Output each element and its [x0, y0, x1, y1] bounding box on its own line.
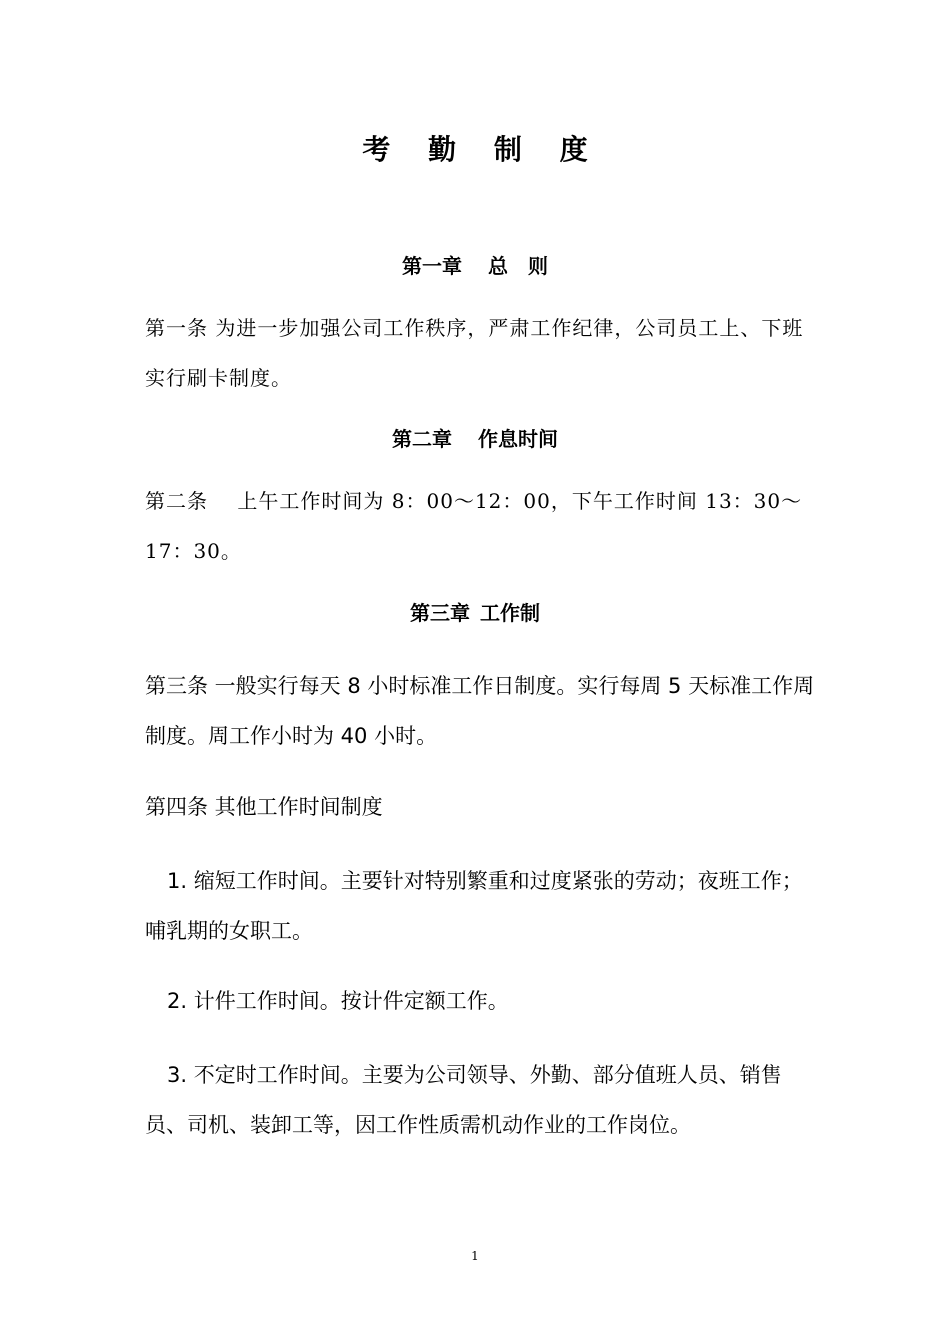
chapter-2-name: 作息时间: [478, 427, 558, 451]
article-4: 第四条 其他工作时间制度: [145, 795, 383, 819]
chapter-1-name: 总: [488, 254, 508, 278]
chapter-2-number: 第二章: [392, 427, 452, 451]
chapter-1-name-2: 则: [528, 254, 548, 278]
article-4-item-2: 2. 计件工作时间。按计件定额工作。: [167, 989, 509, 1013]
chapter-3-heading: [0, 598, 950, 628]
document-title: 考 勤 制 度: [362, 133, 602, 166]
chapter-1-number: 第一章: [402, 254, 462, 278]
chapter-3-number: 第三章: [410, 601, 470, 625]
article-1: 第一条 为进一步加强公司工作秩序，严肃工作纪律，公司员工上、下班实行刷卡制度。: [145, 316, 804, 390]
article-4-item-1: 1. 缩短工作时间。主要针对特别繁重和过度紧张的劳动；夜班工作；哺乳期的女职工。: [145, 869, 803, 943]
chapter-3-name: 工作制: [480, 601, 540, 625]
article-3: 第三条 一般实行每天 8 小时标准工作日制度。实行每周 5 天标准工作周制度。周工作小时为 40 小时。: [145, 674, 815, 748]
chapter-2-heading: [0, 424, 950, 454]
article-2: 第二条 上午工作时间为 8：00～12：00，下午工作时间 13：30～17：30。: [145, 489, 803, 563]
page-number: 1: [471, 1249, 479, 1263]
chapter-1-heading: [0, 251, 950, 281]
article-4-item-3: 3. 不定时工作时间。主要为公司领导、外勤、部分值班人员、销售员、司机、装卸工等，因工作性质需机动作业的工作岗位。: [145, 1063, 782, 1137]
